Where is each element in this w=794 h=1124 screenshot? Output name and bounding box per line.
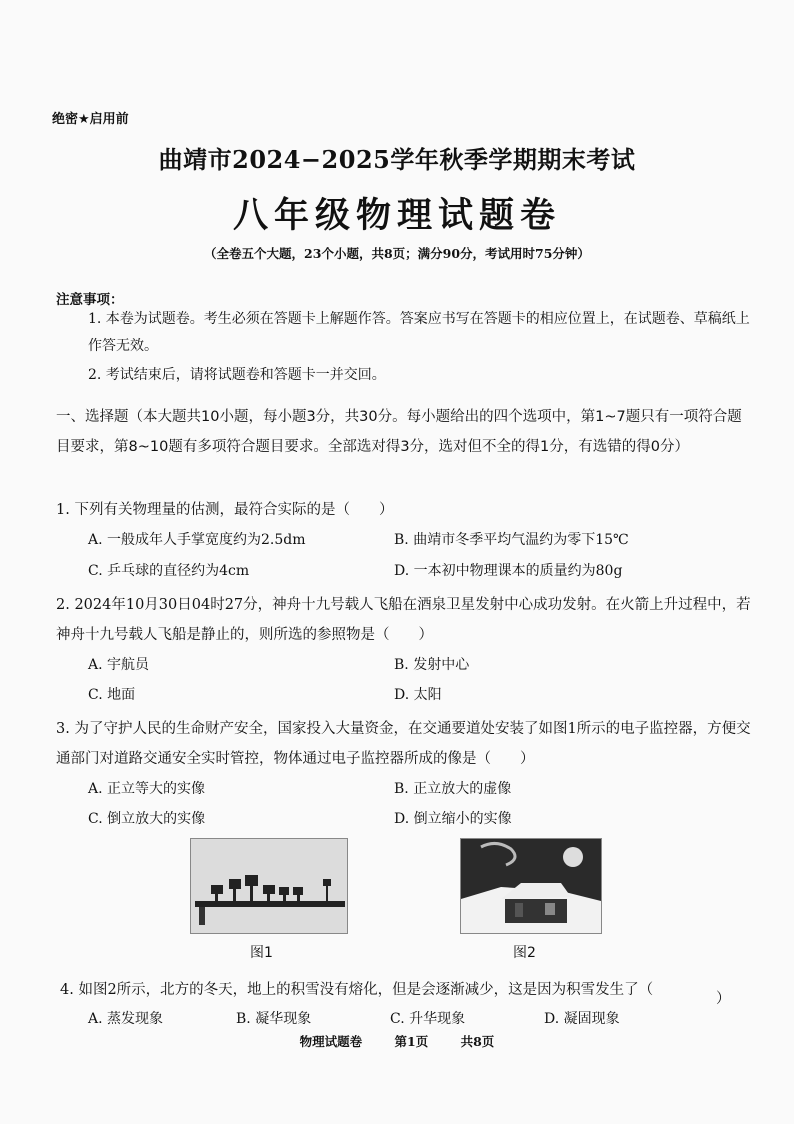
- page-footer: [0, 1032, 794, 1050]
- option: A. 宇航员: [88, 657, 150, 673]
- option: C. 地面: [88, 687, 136, 703]
- option: A. 正立等大的实像: [88, 781, 206, 797]
- footer-page: 第1页: [394, 1034, 429, 1049]
- option: B. 正立放大的虚像: [394, 781, 512, 797]
- figure-2-image: [460, 838, 602, 934]
- option: B. 发射中心: [394, 657, 470, 673]
- option: C. 倒立放大的实像: [88, 811, 206, 827]
- paper-title: 八年级物理试题卷: [232, 196, 561, 236]
- footer-total: 共8页: [460, 1034, 495, 1049]
- option: B. 曲靖市冬季平均气温约为零下15℃: [394, 532, 629, 548]
- exam-title: 曲靖市2024−2025学年秋季学期期末考试: [158, 145, 636, 174]
- section-heading: 一、选择题（本大题共10小题，每小题3分，共30分。每小题给出的四个选项中，第1~7题只有一项符合题目要求，第8~10题有多项符合题目要求。全部选对得3分，选对但不全的得1分，有选错的得0分）: [56, 409, 742, 455]
- option: C. 乒乓球的直径约为4cm: [88, 563, 250, 579]
- option: A. 蒸发现象: [88, 1011, 164, 1027]
- option: A. 一般成年人手掌宽度约为2.5dm: [88, 532, 306, 548]
- option: D. 太阳: [394, 687, 442, 703]
- question-stem: 2. 2024年10月30日04时27分，神舟十九号载人飞船在酒泉卫星发射中心成功发射。在火箭上升过程中，若神舟十九号载人飞船是静止的，则所选的参照物是（ ）: [56, 597, 751, 643]
- question-stem: 3. 为了守护人民的生命财产安全，国家投入大量资金，在交通要道处安装了如图1所示的电子监控器，方便交通部门对道路交通安全实时管控，物体通过电子监控器所成的像是（ ）: [56, 721, 751, 767]
- option: D. 凝固现象: [544, 1011, 620, 1027]
- figure-1-image: [190, 838, 348, 934]
- option: D. 一本初中物理课本的质量约为80g: [394, 563, 623, 579]
- option: C. 升华现象: [390, 1011, 466, 1027]
- question-stem-end: ）: [716, 991, 731, 1007]
- question-stem: 4. 如图2所示，北方的冬天，地上的积雪没有熔化，但是会逐渐减少，这是因为积雪发生了（: [60, 982, 654, 998]
- snow-house-illustration: [461, 839, 601, 933]
- option: D. 倒立缩小的实像: [394, 811, 512, 827]
- figure-2-caption: 图2: [513, 945, 536, 961]
- surveillance-camera-illustration: [191, 839, 347, 933]
- confidential-label: 绝密★启用前: [52, 112, 129, 127]
- question-stem: 1. 下列有关物理量的估测，最符合实际的是（ ）: [56, 502, 394, 518]
- figure-1-caption: 图1: [250, 945, 273, 961]
- note-item: 2. 考试结束后，请将试题卷和答题卡一并交回。: [88, 367, 386, 383]
- option: B. 凝华现象: [236, 1011, 312, 1027]
- exam-info: （全卷五个大题，23个小题，共8页；满分90分，考试用时75分钟）: [204, 246, 590, 261]
- note-item: 1. 本卷为试题卷。考生必须在答题卡上解题作答。答案应书写在答题卡的相应位置上，在试题卷、草稿纸上作答无效。: [88, 311, 750, 354]
- footer-subject: 物理试题卷: [299, 1034, 363, 1049]
- notes-heading: 注意事项：: [56, 292, 124, 308]
